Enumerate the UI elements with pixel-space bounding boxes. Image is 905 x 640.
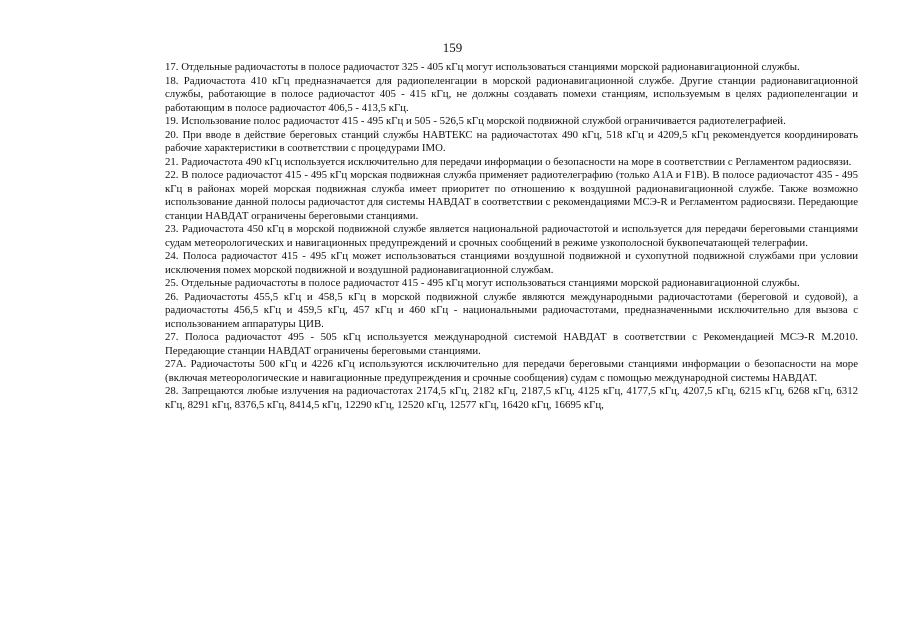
paragraph-25: 25. Отдельные радиочастоты в полосе радиочастот 415 - 495 кГц могут использоваться станциями морской радионавигационной службы. — [165, 277, 800, 289]
paragraph-23: 23. Радиочастота 450 кГц в морской подвижной службе является национальной радиочастотой и используется для передачи береговыми станциями судам метеорологических и навигационных предупреждений и срочных сообщений в режиме узкополосной буквопечатающей телеграфии. — [165, 223, 858, 249]
paragraph-28: 28. Запрещаются любые излучения на радиочастотах 2174,5 кГц, 2182 кГц, 2187,5 кГц, 4125 кГц, 4177,5 кГц, 4207,5 кГц, 6215 кГц, 6268 кГц, 6312 кГц, 8291 кГц, 8376,5 кГц, 8414,5 кГц, 12290 кГц, 12520 кГц, 12577 кГц, 16420 кГц, 16695 кГц, — [165, 385, 858, 411]
paragraph-19: 19. Использование полос радиочастот 415 - 495 кГц и 505 - 526,5 кГц морской подвижной службой ограничивается радиотелеграфией. — [165, 115, 786, 127]
paragraph-27a: 27А. Радиочастоты 500 кГц и 4226 кГц используются исключительно для передачи береговыми станциями информации о безопасности на море (включая метеорологические и навигационные предупреждения и срочные сообщения) судам с помощью международной системы НАВДАТ. — [165, 358, 858, 384]
paragraph-26: 26. Радиочастоты 455,5 кГц и 458,5 кГц в морской подвижной службе являются международными радиочастотами (береговой и судовой), а радиочастоты 456,5 кГц и 459,5 кГц, 457 кГц и 460 кГц - национальными радиочастотами, предназначенными исключительно для вызова с использованием аппаратуры ЦИВ. — [165, 290, 858, 330]
paragraph-21: 21. Радиочастота 490 кГц используется исключительно для передачи информации о безопасности на море в соответствии с Регламентом радиосвязи. — [165, 155, 852, 168]
paragraph-24: 24. Полоса радиочастот 415 - 495 кГц может использоваться станциями воздушной подвижной и сухопутной подвижной службами при условии исключения помех морской подвижной и воздушной радионавигационной службам. — [165, 250, 858, 276]
paragraph-20: 20. При вводе в действие береговых станций службы НАВТЕКС на радиочастотах 490 кГц, 518 кГц и 4209,5 кГц рекомендуется координировать рабочие характеристики в соответствии с процедурами IMO. — [165, 128, 858, 154]
paragraph-18: 18. Радиочастота 410 кГц предназначается для радиопеленгации в морской радионавигационной службе. Другие станции радионавигационной службы, работающие в полосе радиочастот 405 - 415 кГц, не должны создавать помехи станциям, используемым в целях радиопеленгации и работающим в полосе радиочастот 406,5 - 413,5 кГц. — [165, 74, 858, 114]
document-body — [165, 61, 858, 412]
paragraph-27: 27. Полоса радиочастот 495 - 505 кГц используется международной системой НАВДАТ в соответствии с Рекомендацией МСЭ-R M.2010. Передающие станции НАВДАТ ограничены береговыми станциями. — [165, 331, 858, 357]
page-number: 159 — [442, 40, 463, 55]
paragraph-17: 17. Отдельные радиочастоты в полосе радиочастот 325 - 405 кГц могут использоваться станциями морской радионавигационной службы. — [165, 61, 800, 73]
paragraph-22: 22. В полосе радиочастот 415 - 495 кГц морская подвижная служба применяет радиотелеграфию (только A1A и F1B). В полосе радиочастот 435 - 495 кГц в районах морей морская подвижная служба имеет приоритет по отношению к воздушной радионавигационной службе. Также возможно использование данной полосы радиочастот для системы НАВДАТ в соответствии с рекомендациями МСЭ-R и Регламентом радиосвязи. Передающие станции НАВДАТ ограничены береговыми станциями. — [165, 169, 858, 222]
